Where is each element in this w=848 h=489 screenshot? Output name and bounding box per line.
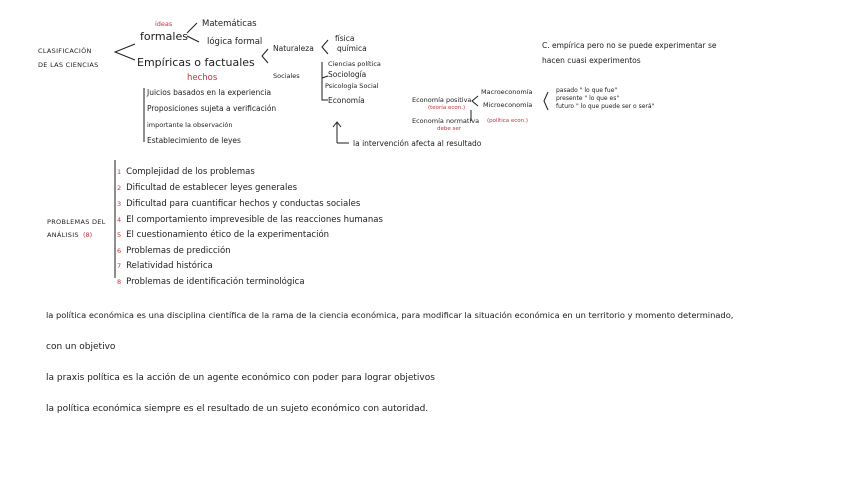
item-text: Relatividad histórica xyxy=(126,261,213,271)
paragraph-3: la praxis política es la acción de un agente económico con poder para lograr objetivos xyxy=(46,373,435,383)
item-text: El cuestionamiento ético de la experimentación xyxy=(126,230,330,240)
empiricas-tag: hechos xyxy=(187,73,218,83)
side-note-line-1: C. empírica pero no se puede experimentar se xyxy=(542,41,717,50)
empiricas-note-4: Establecimiento de leyes xyxy=(147,136,241,145)
problemas-title: PROBLEMAS DEL ANÁLISIS xyxy=(47,218,106,239)
list-item xyxy=(117,255,213,271)
paragraph-2: con un objetivo xyxy=(46,342,116,352)
empiricas-note-2: Proposiciones sujeta a verificación xyxy=(147,104,277,113)
item-text: Problemas de predicción xyxy=(126,246,231,256)
tiempo-futuro: futuro " lo que puede ser o será" xyxy=(556,103,655,110)
formales-item-1: Matemáticas xyxy=(202,19,257,29)
list-item xyxy=(117,193,360,209)
item-text: Dificultad de establecer leyes generales xyxy=(126,183,298,193)
tiempo-pasado: pasado " lo que fue" xyxy=(556,87,618,94)
formales-item-2: lógica formal xyxy=(207,37,263,47)
item-text: Dificultad para cuantificar hechos y conductas sociales xyxy=(126,199,361,209)
naturaleza-label: Naturaleza xyxy=(273,44,314,53)
item-number: 1 xyxy=(117,168,122,176)
item-number: 2 xyxy=(117,184,122,192)
economia-positiva-tag: (teoría econ.) xyxy=(428,105,466,111)
item-number: 6 xyxy=(117,247,122,255)
item-number: 5 xyxy=(117,231,122,239)
list-item xyxy=(117,240,231,256)
empiricas-label: Empíricas o factuales xyxy=(137,56,255,69)
empiricas-note-1: Juicios basados en la experiencia xyxy=(147,88,272,97)
formales-tag: ideas xyxy=(155,20,173,28)
list-item xyxy=(117,177,297,193)
item-number: 4 xyxy=(117,216,122,224)
root-label: CLASIFICACIÓN DE LAS CIENCIAS xyxy=(38,47,99,69)
naturaleza-item-2: química xyxy=(337,44,367,53)
economia-positiva-label: Economía positiva xyxy=(412,96,472,104)
item-number: 8 xyxy=(117,278,122,286)
naturaleza-item-1: física xyxy=(335,34,355,43)
economia-normativa-tag: (política econ.) xyxy=(487,118,529,124)
formales-label: formales xyxy=(140,30,188,43)
list-item xyxy=(117,161,255,177)
item-number: 7 xyxy=(117,262,122,270)
paragraph-4: la política económica siempre es el resultado de un sujeto económico con autoridad. xyxy=(46,404,429,414)
item-text: El comportamiento imprevesible de las reacciones humanas xyxy=(126,215,383,225)
list-item xyxy=(117,209,383,225)
item-text: Problemas de identificación terminológica xyxy=(126,277,305,287)
list-item xyxy=(117,224,329,240)
economia-normativa-sub: debe ser xyxy=(437,126,462,132)
problemas-count: (8) xyxy=(83,231,93,239)
item-text: Complejidad de los problemas xyxy=(126,167,255,177)
list-item xyxy=(117,271,305,287)
paragraph-1: la política económica es una disciplina científica de la rama de la ciencia económica, para modificar la situación económica en un territorio y momento determinado, xyxy=(46,310,734,320)
microeconomia-label: Microeconomía xyxy=(483,101,533,109)
sociales-item-1: Ciencias política xyxy=(328,60,381,68)
tiempo-presente: presente " lo que es" xyxy=(556,95,620,102)
sociales-item-2: Sociología xyxy=(328,70,367,79)
empiricas-note-3: importante la observación xyxy=(147,121,233,129)
economia-normativa-label: Economía normativa xyxy=(412,117,480,125)
side-note-line-2: hacen cuasi experimentos xyxy=(542,56,641,65)
sociales-label: Sociales xyxy=(273,72,300,80)
sociales-item-3: Psicología Social xyxy=(325,82,379,90)
macroeconomia-label: Macroeconomía xyxy=(481,88,533,96)
item-number: 3 xyxy=(117,200,122,208)
sociales-item-4: Economía xyxy=(328,96,365,105)
intervencion-note: la intervención afecta al resultado xyxy=(353,139,482,148)
